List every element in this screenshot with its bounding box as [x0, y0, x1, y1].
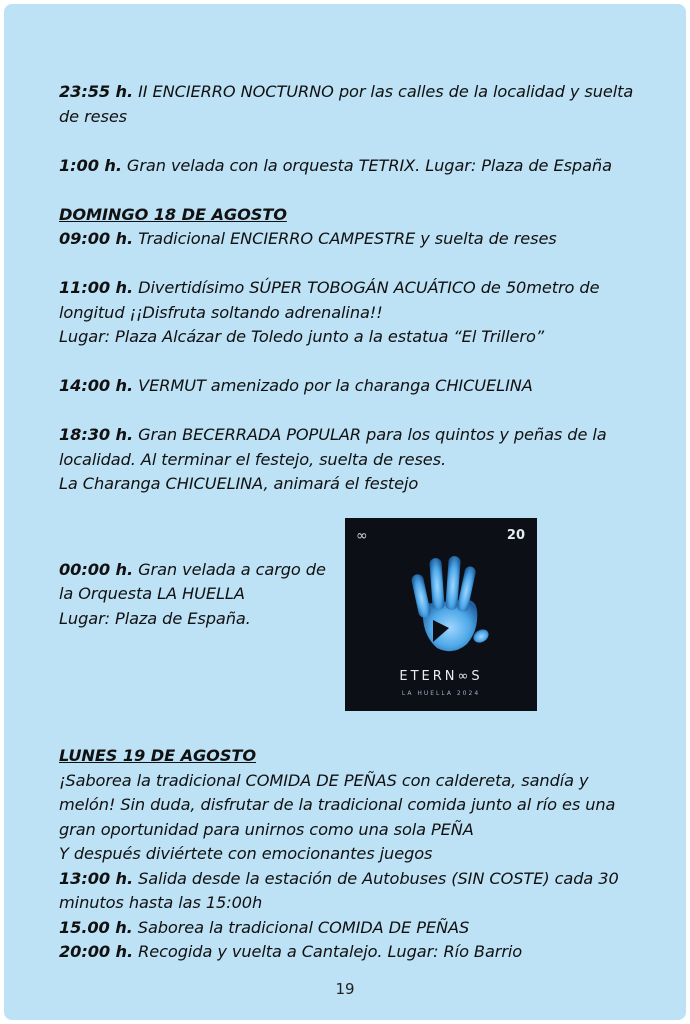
entry-juegos: Y después diviértete con emocionantes juegos	[59, 844, 433, 863]
entry-huella-line2: la Orquesta LA HUELLA	[59, 584, 245, 603]
entry-text: Salida desde la estación de Autobuses (SIN COSTE) cada 30 minutos hasta las 15:00h	[59, 868, 619, 912]
entry-text: Saborea la tradicional COMIDA DE PEÑAS	[132, 917, 470, 937]
entry-becerrada-extra: La Charanga CHICUELINA, animará el festejo	[59, 474, 419, 493]
entry-becerrada	[59, 423, 639, 472]
entry-autobus	[59, 867, 639, 916]
entry-recogida	[59, 940, 639, 965]
entry-huella-place: Lugar: Plaza de España.	[59, 608, 251, 628]
entry-text: Gran velada a cargo de	[133, 559, 326, 579]
infinity-icon: ∞	[356, 528, 368, 544]
entry-time: 18:30 h.	[59, 425, 134, 444]
entry-text: II ENCIERRO NOCTURNO por las calles de la localidad y suelta de reses	[59, 82, 634, 126]
entry-tobogan-place: Lugar: Plaza Alcázar de Toledo junto a la estatua “El Trillero”	[59, 327, 545, 346]
entry-text: Recogida y vuelta a Cantalejo. Lugar: Río Barrio	[133, 942, 523, 961]
page-number: 19	[335, 980, 355, 998]
entry-time: 23:55 h.	[59, 82, 134, 101]
band-poster-image	[345, 518, 537, 711]
entry-text: VERMUT amenizado por la charanga CHICUELINA	[133, 376, 533, 395]
section-heading-lunes: LUNES 19 DE AGOSTO	[59, 746, 257, 765]
entry-time: 13:00 h.	[59, 868, 134, 888]
entry-vermut	[59, 374, 639, 399]
hand-print-icon	[393, 548, 493, 660]
band-name: ETERN∞S	[399, 669, 483, 684]
entry-time: 11:00 h.	[59, 278, 134, 297]
program-page	[4, 4, 686, 1020]
section-heading-domingo: DOMINGO 18 DE AGOSTO	[59, 204, 287, 224]
entry-comida-intro: ¡Saborea la tradicional COMIDA DE PEÑAS con caldereta, sandía y melón! Sin duda, disfrutar de la tradicional comida junto al río es una gran oportunidad para unirnos como una sola PEÑA	[59, 770, 616, 839]
entry-text: Gran velada con la orquesta TETRIX. Lugar: Plaza de España	[121, 155, 612, 175]
entry-time: 20:00 h.	[59, 942, 134, 961]
entry-encierro-nocturno	[59, 80, 639, 129]
entry-tobogan	[59, 276, 639, 325]
entry-time: 15.00 h.	[59, 917, 133, 937]
entry-time: 09:00 h.	[59, 229, 134, 248]
entry-text: Tradicional ENCIERRO CAMPESTRE y suelta de reses	[133, 229, 557, 248]
entry-time: 14:00 h.	[59, 376, 134, 395]
entry-time: 1:00 h.	[59, 155, 122, 175]
entry-text: Divertidísimo SÚPER TOBOGÁN ACUÁTICO de 50metro de longitud ¡¡Disfruta soltando adrenalina!!	[59, 278, 600, 322]
entry-velada-tetrix	[59, 154, 639, 179]
entry-comida	[59, 916, 639, 941]
entry-text: Gran BECERRADA POPULAR para los quintos y peñas de la localidad. Al terminar el festejo, suelta de reses.	[59, 425, 607, 469]
anniversary-badge: 20	[506, 528, 525, 543]
entry-encierro-campestre	[59, 227, 639, 252]
entry-time: 00:00 h.	[59, 559, 134, 579]
band-subtitle: LA HUELLA 2024	[401, 690, 481, 697]
